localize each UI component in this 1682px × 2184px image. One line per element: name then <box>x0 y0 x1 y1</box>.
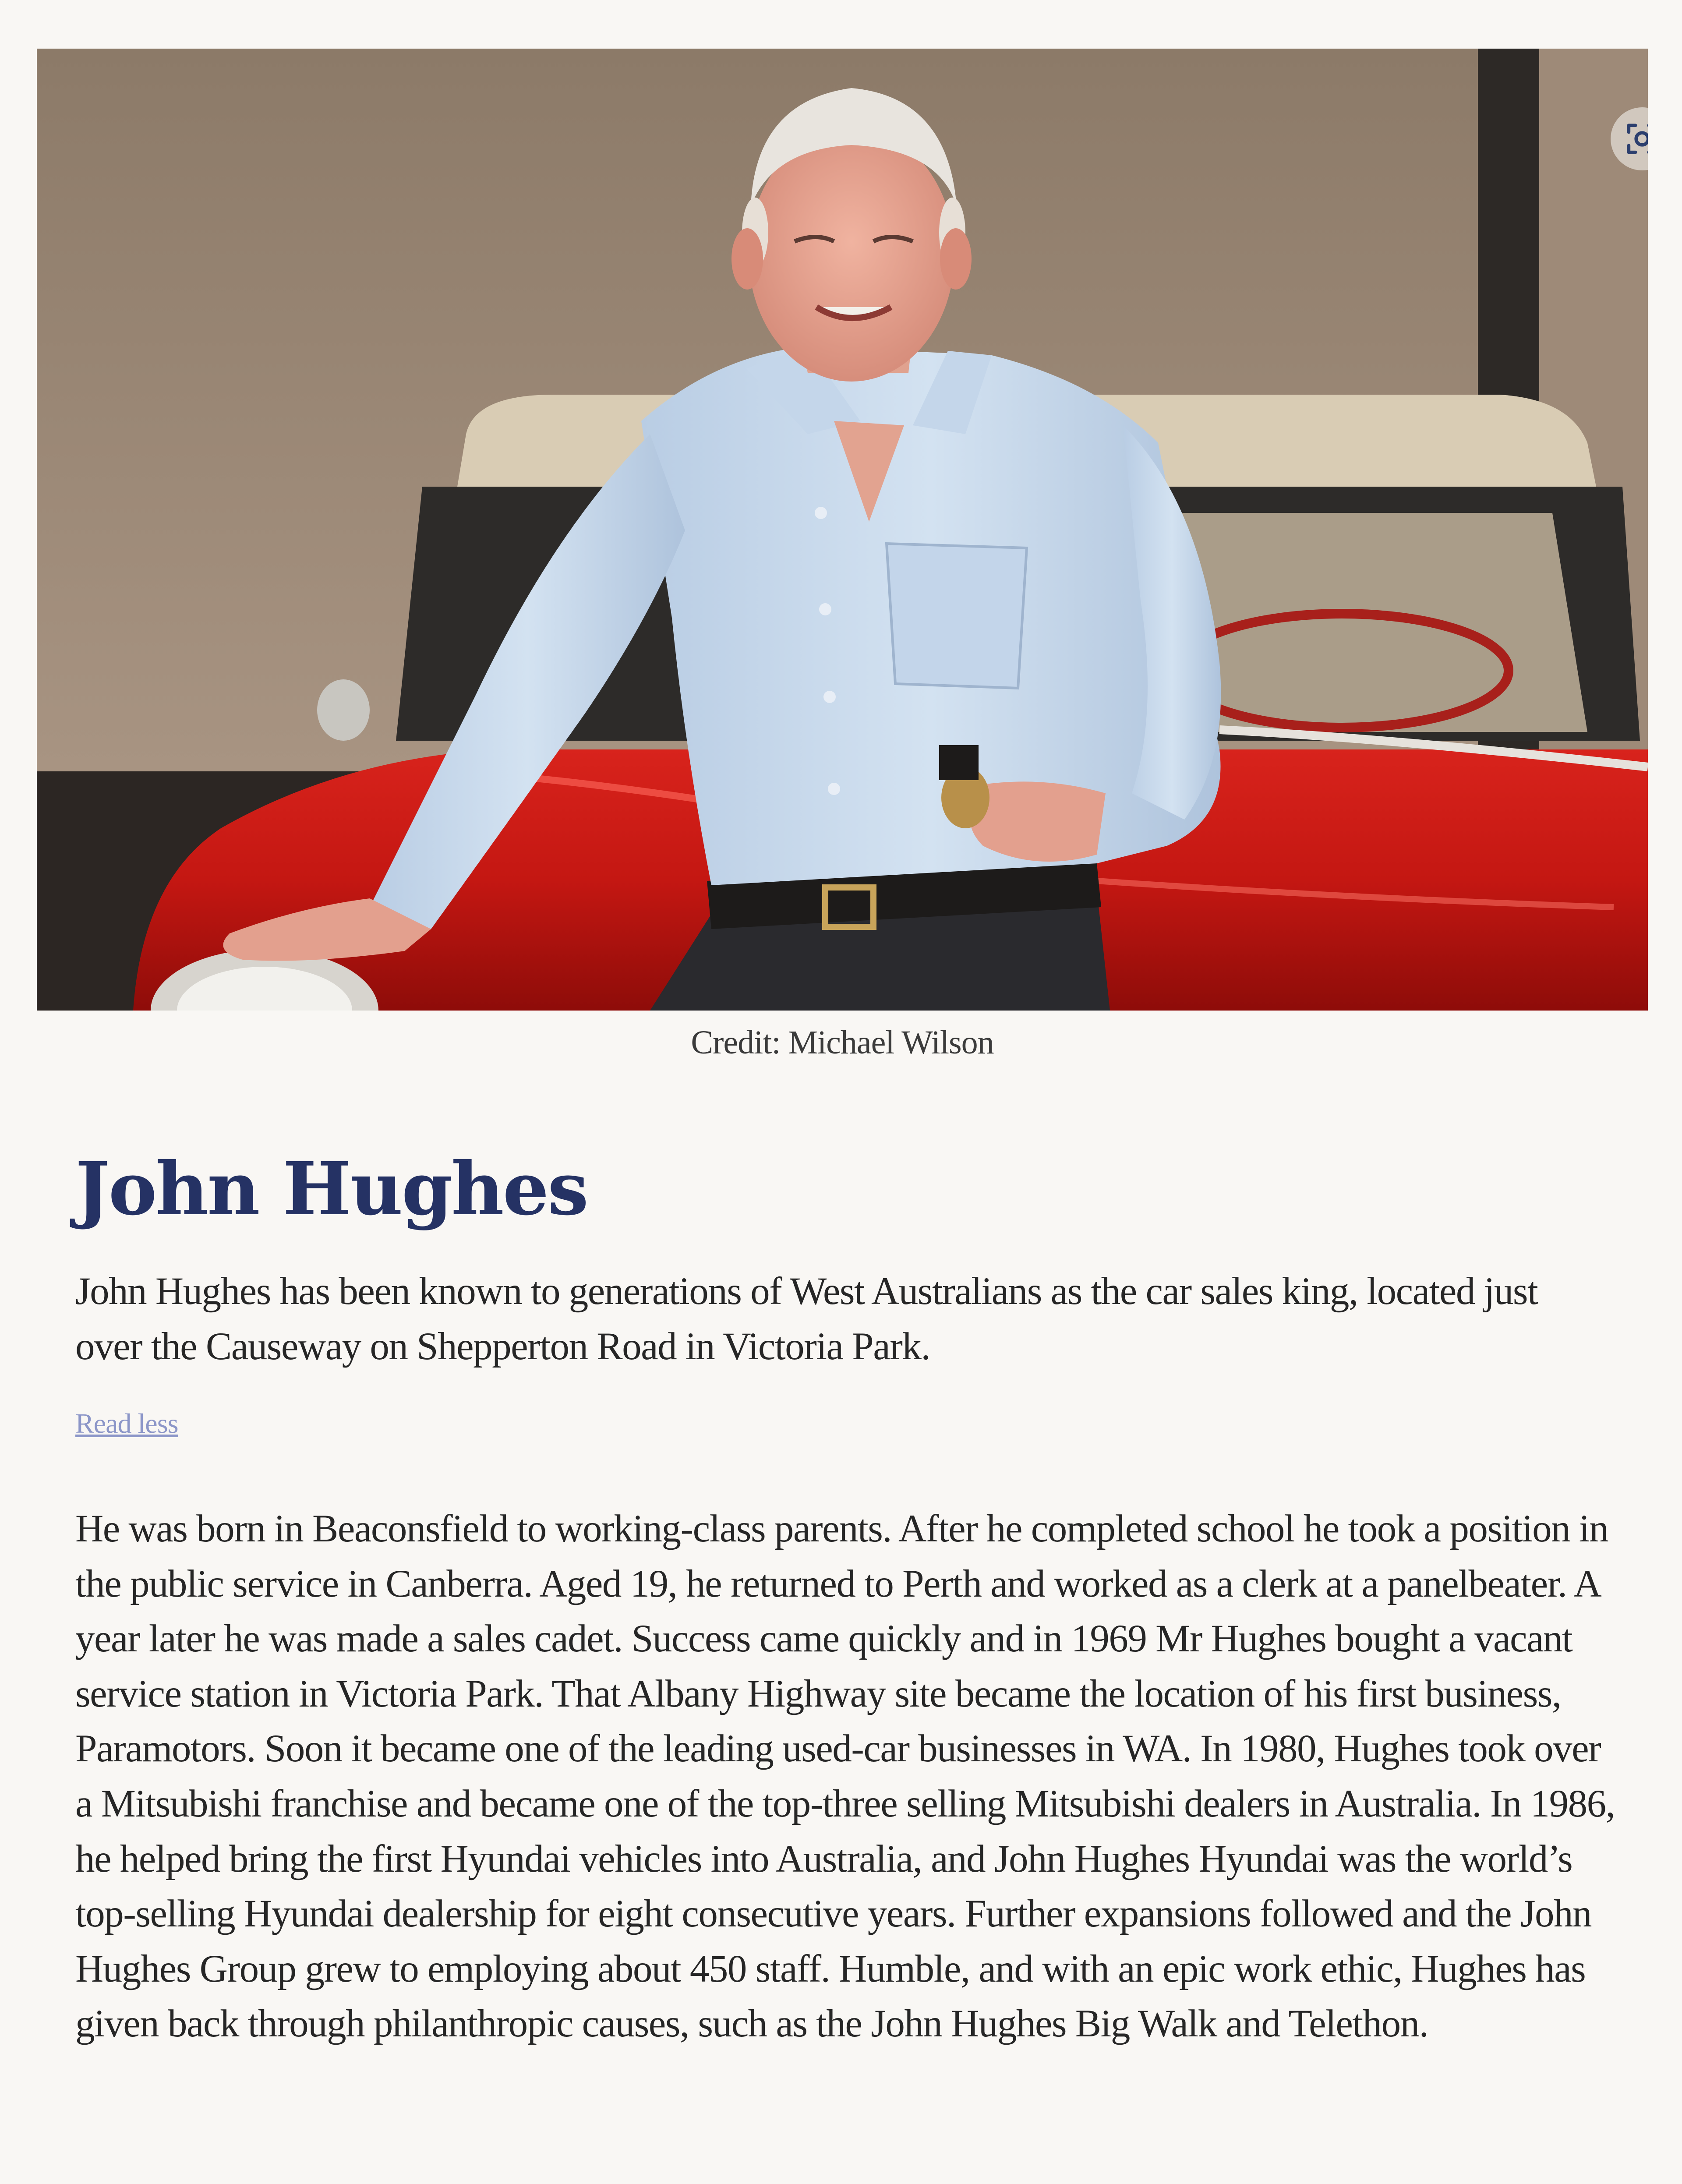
read-less-link[interactable]: Read less <box>75 1408 178 1439</box>
bio-paragraph: He was born in Beaconsfield to working-class parents. After he completed school he took a position in the public service in Canberra. Aged 19, he returned to Perth and worked as a clerk at a panelbeater. A year later he was made a sales cadet. Success came quickly and in 1969 Mr Hughes bought a vacant service station in Victoria Park. That Albany Highway site became the location of his first business, Paramotors. Soon it became one of the leading used-car businesses in WA. In 1980, Hughes took over a Mitsubishi franchise and became one of the top-three selling Mitsubishi dealers in Australia. In 1986, he helped bring the first Hyundai vehicles into Australia, and John Hughes Hyundai was the world’s top-selling Hyundai dealership for eight consecutive years. Further expansions followed and the John Hughes Group grew to employing about 450 staff. Humble, and with an epic work ethic, Hughes has given back through philanthropic causes, such as the John Hughes Big Walk and Telethon. <box>75 1507 1615 2046</box>
photo-credit: Credit: Michael Wilson <box>691 1024 994 1061</box>
profile-photo <box>37 49 1648 1011</box>
intro-paragraph: John Hughes has been known to generations of West Australians as the car sales king, located just over the Causeway on Shepperton Road in Victoria Park. <box>75 1270 1538 1368</box>
person-name-heading: John Hughes <box>75 1146 587 1232</box>
photo-illustration <box>37 49 1648 1011</box>
expand-icon <box>1622 119 1648 159</box>
